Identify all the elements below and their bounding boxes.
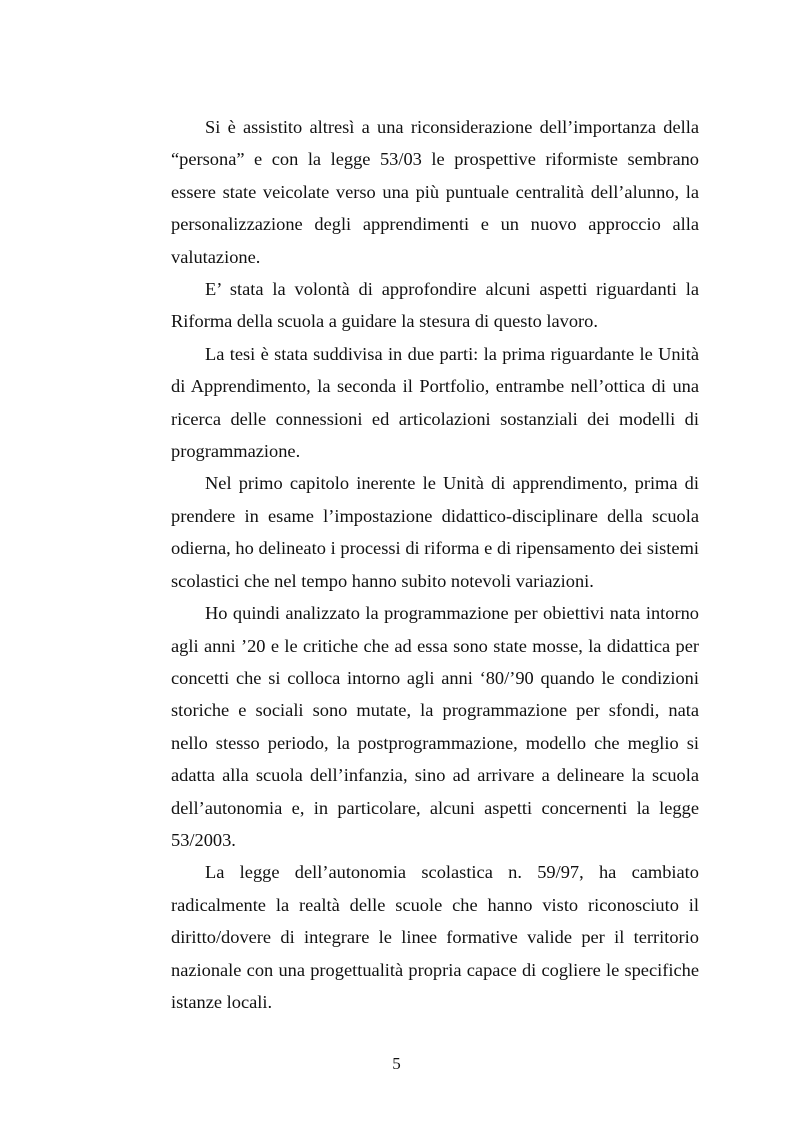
- paragraph-1: Si è assistito altresì a una riconsiderazione dell’importanza della “persona” e con la legge 53/03 le prospettive riformiste sembrano essere state veicolate verso una più puntuale centralità dell’alunno, la personalizzazione degli apprendimenti e un nuovo approccio alla valutazione.: [171, 117, 699, 267]
- page-number: 5: [392, 1054, 401, 1073]
- paragraph-6: La legge dell’autonomia scolastica n. 59/97, ha cambiato radicalmente la realtà delle scuole che hanno visto riconosciuto il diritto/dovere di integrare le linee formative valide per il territorio nazionale con una progettualità propria capace di cogliere le specifiche istanze locali.: [171, 862, 699, 1012]
- paragraph-5: Ho quindi analizzato la programmazione per obiettivi nata intorno agli anni ’20 e le critiche che ad essa sono state mosse, la didattica per concetti che si colloca intorno agli anni ‘80/’90 quando le condizioni storiche e sociali sono mutate, la programmazione per sfondi, nata nello stesso periodo, la postprogrammazione, modello che meglio si adatta alla scuola dell’infanzia, sino ad arrivare a delineare la scuola dell’autonomia e, in particolare, alcuni aspetti concernenti la legge 53/2003.: [171, 603, 699, 850]
- paragraph-4: Nel primo capitolo inerente le Unità di apprendimento, prima di prendere in esame l’impostazione didattico-disciplinare della scuola odierna, ho delineato i processi di riforma e di ripensamento dei sistemi scolastici che nel tempo hanno subito notevoli variazioni.: [171, 473, 699, 591]
- body-text: [171, 111, 699, 1018]
- paragraph-2: E’ stata la volontà di approfondire alcuni aspetti riguardanti la Riforma della scuola a guidare la stesura di questo lavoro.: [171, 279, 699, 332]
- paragraph-3: La tesi è stata suddivisa in due parti: la prima riguardante le Unità di Apprendimento, la seconda il Portfolio, entrambe nell’ottica di una ricerca delle connessioni ed articolazioni sostanziali dei modelli di programmazione.: [171, 343, 699, 462]
